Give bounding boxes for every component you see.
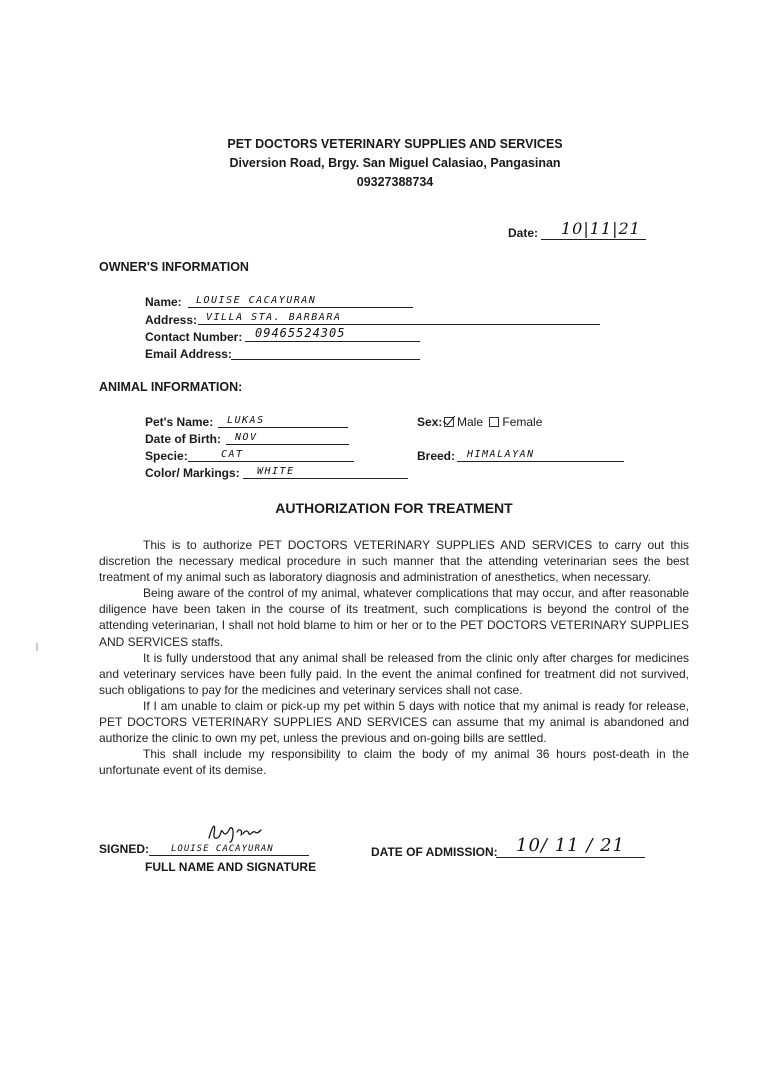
owner-address-label: Address: [145,313,198,327]
company-name: PET DOCTORS VETERINARY SUPPLIES AND SERVICES [227,137,563,151]
pet-name-field[interactable] [218,413,348,428]
authorization-paragraph: It is fully understood that any animal shall be released from the clinic only after charges for medicines and veterinary services have been fully paid. In the event the animal confined for treatment did not survived, such obligations to pay for the medicines and veterinary services shall not case. [99,650,689,697]
animal-section-title: ANIMAL INFORMATION: [99,380,243,394]
admission-date-value: 10/ 11 / 21 [516,835,626,856]
specie-label: Specie: [145,449,188,463]
specie-field[interactable] [188,447,354,462]
company-address: Diversion Road, Brgy. San Miguel Calasiao, Pangasinan [229,156,561,170]
owner-address-value: VILLA STA. BARBARA [206,312,342,323]
owner-name-label: Name: [145,295,182,309]
signed-field[interactable] [149,839,309,856]
pet-name-value: LUKAS [227,415,265,426]
authorization-body [99,537,689,778]
sex-options [444,415,542,429]
pet-name-label: Pet's Name: [145,415,214,429]
signed-label: SIGNED: [99,842,150,856]
signature-caption: FULL NAME AND SIGNATURE [145,860,317,874]
authorization-paragraph: If I am unable to claim or pick-up my pet within 5 days with notice that my animal is ready for release, PET DOCTORS VETERINARY SUPPLIES AND SERVICES can assume that my animal is abandoned and authorize the clinic to own my pet, unless the previous and on-going bills are settled. [99,698,689,746]
breed-label: Breed: [417,449,456,463]
female-checkbox[interactable] [489,417,499,427]
authorization-title: AUTHORIZATION FOR TREATMENT [275,500,513,516]
owner-contact-value: 09465524305 [255,326,346,340]
date-value: 10|11|21 [561,219,641,238]
company-phone: 09327388734 [356,175,434,189]
breed-value: HIMALAYAN [467,449,535,460]
admission-date-field[interactable] [496,835,645,858]
admission-date-label: DATE OF ADMISSION: [371,845,498,859]
color-value: WHITE [257,466,295,477]
male-checkbox[interactable] [444,417,454,427]
authorization-paragraph: This shall include my responsibility to claim the body of my animal 36 hours post-death in the unfortunate event of its demise. [99,747,689,778]
owner-name-value: LOUISE CACAYURAN [196,295,317,306]
breed-field[interactable] [457,447,624,462]
dob-field[interactable] [226,430,349,445]
dob-label: Date of Birth: [145,432,221,446]
scan-mark [36,643,38,651]
authorization-paragraph: This is to authorize PET DOCTORS VETERINARY SUPPLIES AND SERVICES to carry out this discretion the necessary medical procedure in such manner that the attending veterinarian sees the best treatment of my animal such as laboratory diagnosis and administration of anesthetics, when necessary. [99,538,689,585]
signed-name-value: LOUISE CACAYURAN [171,844,274,854]
owner-email-label: Email Address: [145,347,232,361]
sex-female-label: Female [502,415,543,429]
owner-contact-label: Contact Number: [145,330,243,344]
owner-address-field[interactable] [198,310,600,325]
owner-section-title: OWNER'S INFORMATION [99,260,249,274]
sex-male-label: Male [457,415,484,429]
sex-female-option[interactable] [489,415,542,429]
date-label: Date: [508,226,539,240]
dob-value: NOV [235,432,258,443]
sex-male-option[interactable] [444,415,483,429]
date-field[interactable] [541,219,646,240]
sex-label: Sex: [417,415,443,429]
owner-email-field[interactable] [231,345,420,360]
specie-value: CAT [221,449,244,460]
color-label: Color/ Markings: [145,466,240,480]
color-field[interactable] [243,464,408,479]
owner-contact-field[interactable] [245,327,420,342]
owner-name-field[interactable] [188,293,413,308]
authorization-paragraph: Being aware of the control of my animal, whatever complications that may occur, and after reasonable diligence have been taken in the course of its treatment, such complications is beyond the control of the attending veterinarian, I shall not hold blame to him or her or to the PET DOCTORS VETERINARY SUPPLIES AND SERVICES staffs. [99,586,689,649]
